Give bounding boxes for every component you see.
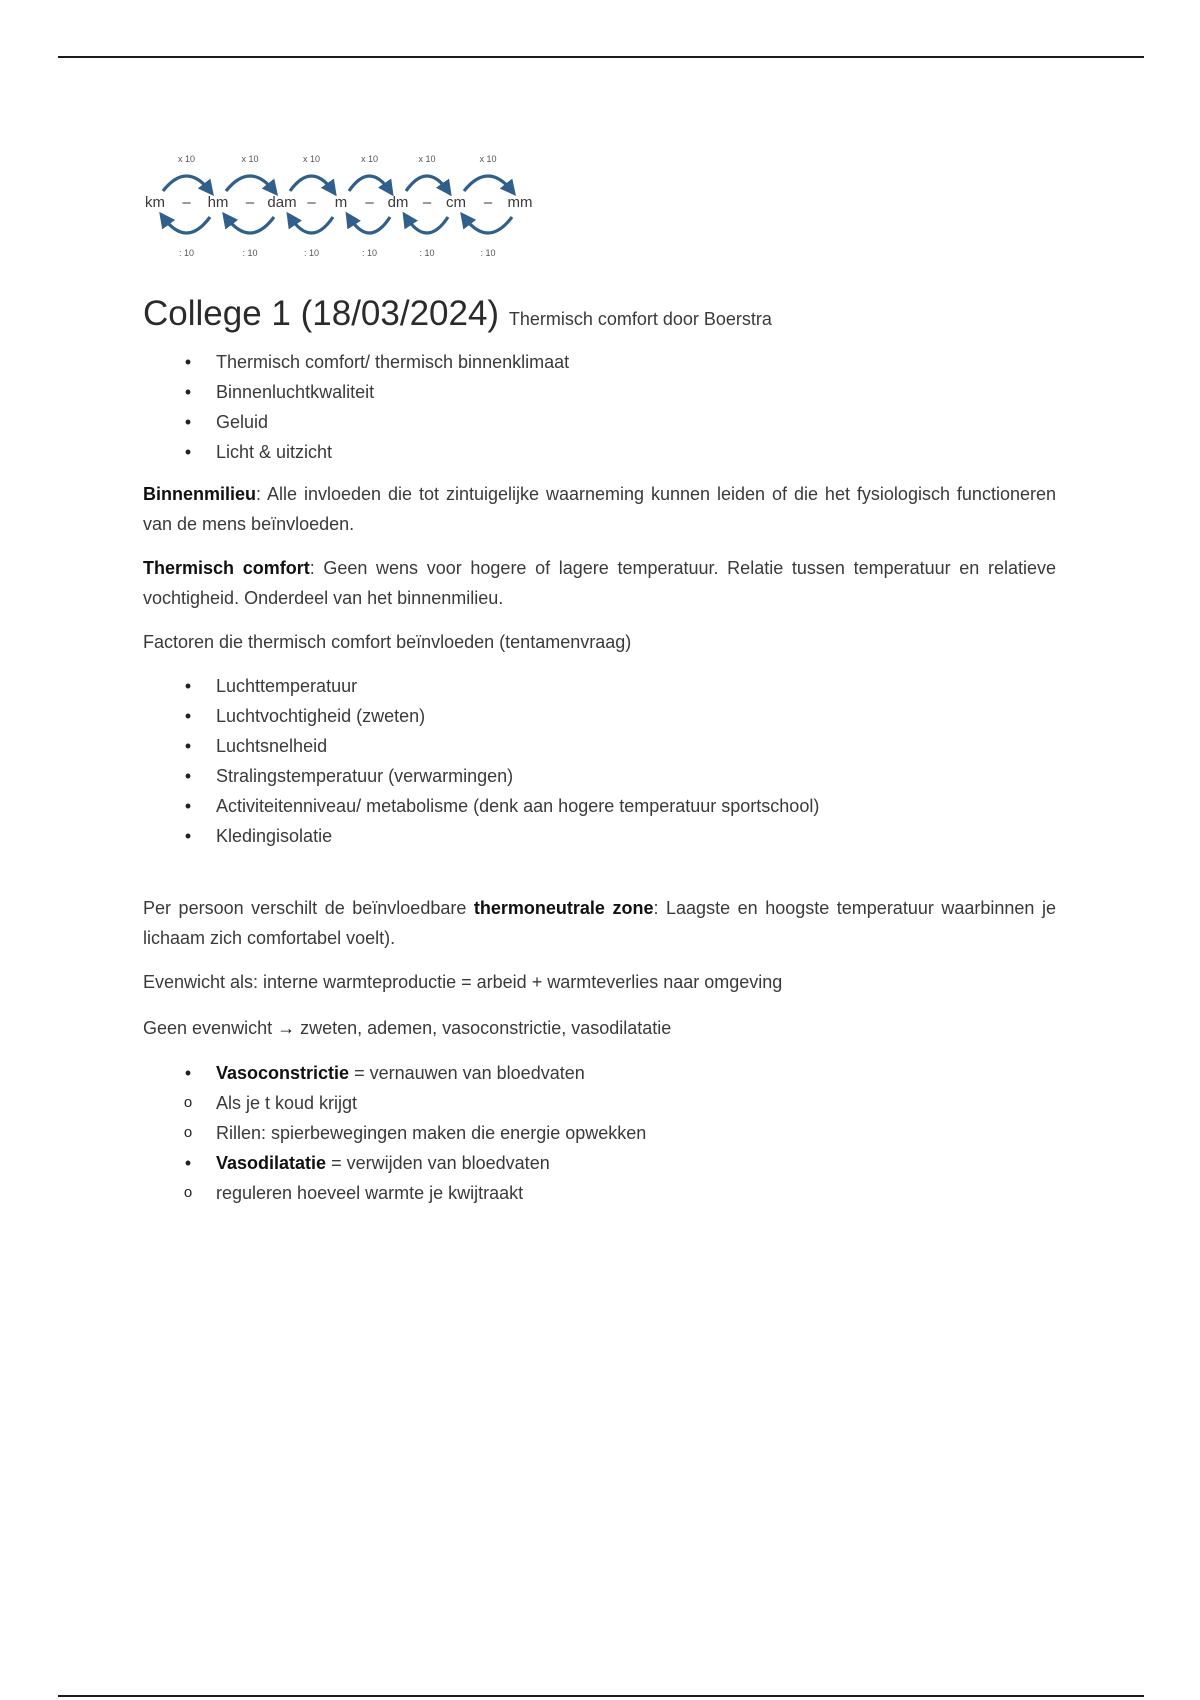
list-item-text: Luchtvochtigheid (zweten)	[216, 706, 426, 726]
definition-text: : Alle invloeden die tot zintuigelijke waarneming kunnen leiden of die het fysiologisch functioneren van de mens beïnvloeden.	[143, 484, 1056, 534]
list-item-text: Geluid	[216, 412, 269, 432]
unit-conversion-svg	[140, 145, 560, 270]
circle-marker: o	[183, 1094, 193, 1111]
list-item-text: Licht & uitzicht	[216, 442, 333, 462]
unit-label: m	[334, 194, 348, 211]
header-rule	[58, 56, 1144, 58]
list-item	[143, 377, 1056, 407]
list-subitem	[143, 1088, 1056, 1118]
list-item-text: Stralingstemperatuur (verwarmingen)	[216, 766, 514, 786]
list-item	[143, 761, 1056, 791]
divide-label: : 10	[419, 248, 435, 258]
list-item-text: Kledingisolatie	[216, 826, 333, 846]
list-item-text: Luchtsnelheid	[216, 736, 328, 756]
divide-arc	[226, 217, 274, 233]
multiply-label: x 10	[302, 154, 321, 164]
multiply-arc	[349, 176, 390, 191]
unit-separator: –	[365, 194, 374, 211]
unit-label: hm	[207, 194, 229, 211]
bullet-marker: •	[184, 1063, 192, 1083]
list-item	[143, 347, 1056, 377]
geen-evenwicht-paragraph	[143, 1013, 1056, 1043]
list-item-text: = verwijden van bloedvaten	[326, 1153, 550, 1173]
evenwicht-paragraph: Evenwicht als: interne warmteproductie = arbeid + warmteverlies naar omgeving	[143, 972, 783, 992]
bullet-marker: •	[184, 1153, 192, 1173]
term-thermoneutrale-zone: thermoneutrale zone	[473, 898, 654, 918]
vaso-list	[143, 1058, 1056, 1208]
metric-unit-diagram	[140, 145, 560, 270]
paragraph-text: : Laagste en hoogste temperatuur waarbinnen je lichaam zich comfortabel voelt).	[143, 898, 1056, 948]
bullet-marker: •	[184, 826, 192, 846]
unit-label: dm	[387, 194, 409, 211]
page-content	[143, 292, 1056, 1208]
unit-label: dam	[267, 194, 297, 211]
list-item	[143, 1148, 1056, 1178]
list-item	[143, 731, 1056, 761]
divide-arc	[464, 217, 512, 233]
list-subitem	[143, 1178, 1056, 1208]
title-text: College 1 (18/03/2024)	[143, 294, 500, 333]
multiply-label: x 10	[241, 154, 259, 164]
multiply-arc	[290, 176, 333, 191]
factoren-intro: Factoren die thermisch comfort beïnvloeden (tentamenvraag)	[143, 632, 632, 652]
list-item-text: Binnenluchtkwaliteit	[216, 382, 375, 402]
divide-arc	[406, 217, 448, 233]
multiply-label: x 10	[177, 154, 196, 164]
list-item-text: Thermisch comfort/ thermisch binnenklimaat	[216, 352, 570, 372]
multiply-arc	[163, 176, 210, 191]
divide-label: : 10	[242, 248, 258, 258]
bullet-marker: •	[184, 352, 192, 372]
term-vasoconstrictie: Vasoconstrictie	[216, 1063, 350, 1083]
list-item-text: reguleren hoeveel warmte je kwijtraakt	[216, 1183, 524, 1203]
factoren-list	[143, 671, 1056, 851]
multiply-label: x 10	[360, 154, 379, 164]
circle-marker: o	[183, 1184, 193, 1201]
paragraph-text: Per persoon verschilt de beïnvloedbare	[143, 898, 474, 918]
bullet-marker: •	[184, 412, 192, 432]
list-item	[143, 701, 1056, 731]
bullet-marker: •	[184, 766, 192, 786]
definition-text: : Geen wens voor hogere of lagere temperatuur. Relatie tussen temperatuur en relatieve vochtigheid. Onderdeel van het binnenmilieu.	[143, 558, 1056, 608]
term-thermisch-comfort: Thermisch comfort	[143, 558, 310, 578]
bullet-marker: •	[184, 736, 192, 756]
bullet-marker: •	[184, 442, 192, 462]
list-item	[143, 671, 1056, 701]
unit-label: mm	[507, 194, 533, 211]
bullet-marker: •	[184, 382, 192, 402]
list-item-text: Luchttemperatuur	[216, 676, 358, 696]
list-item	[143, 1058, 1056, 1088]
divide-arc	[290, 217, 333, 233]
unit-label: cm	[446, 194, 466, 211]
multiply-arc	[464, 176, 512, 191]
paragraph-text: Geen evenwicht	[143, 1018, 278, 1038]
list-item-text: Als je t koud krijgt	[216, 1093, 358, 1113]
list-item	[143, 437, 1056, 467]
unit-separator: –	[483, 194, 493, 211]
list-item-text: Activiteitenniveau/ metabolisme (denk aan hogere temperatuur sportschool)	[216, 796, 820, 816]
list-item	[143, 791, 1056, 821]
multiply-label: x 10	[418, 154, 436, 164]
divide-label: : 10	[361, 248, 378, 258]
unit-label: km	[145, 194, 165, 211]
list-item	[143, 821, 1056, 851]
unit-separator: –	[307, 194, 316, 211]
paragraph-text: zweten, ademen, vasoconstrictie, vasodilatatie	[295, 1018, 672, 1038]
term-vasodilatatie: Vasodilatatie	[216, 1153, 327, 1173]
thermoneutrale-zone-paragraph	[143, 893, 1056, 953]
footer-rule	[58, 1695, 1144, 1697]
list-item-text: Rillen: spierbewegingen maken die energie opwekken	[216, 1123, 647, 1143]
list-item	[143, 407, 1056, 437]
unit-separator: –	[422, 194, 432, 211]
list-subitem	[143, 1118, 1056, 1148]
bullet-marker: •	[184, 676, 192, 696]
circle-marker: o	[183, 1124, 193, 1141]
title-subtitle: Thermisch comfort door Boerstra	[508, 309, 772, 329]
bullet-marker: •	[184, 796, 192, 816]
divide-label: : 10	[303, 248, 320, 258]
arrow-right-icon: →	[277, 1018, 296, 1038]
topics-list	[143, 347, 1056, 467]
page-title	[143, 292, 1056, 341]
divide-arc	[349, 217, 390, 233]
unit-separator: –	[245, 194, 255, 211]
multiply-arc	[406, 176, 448, 191]
binnenmilieu-definition	[143, 479, 1056, 539]
divide-label: : 10	[480, 248, 496, 258]
term-binnenmilieu: Binnenmilieu	[143, 484, 257, 504]
multiply-arc	[226, 176, 274, 191]
bullet-marker: •	[184, 706, 192, 726]
divide-label: : 10	[178, 248, 195, 258]
list-item-text: = vernauwen van bloedvaten	[349, 1063, 585, 1083]
unit-separator: –	[182, 194, 191, 211]
thermisch-comfort-definition	[143, 553, 1056, 613]
divide-arc	[163, 217, 210, 233]
multiply-label: x 10	[479, 154, 497, 164]
